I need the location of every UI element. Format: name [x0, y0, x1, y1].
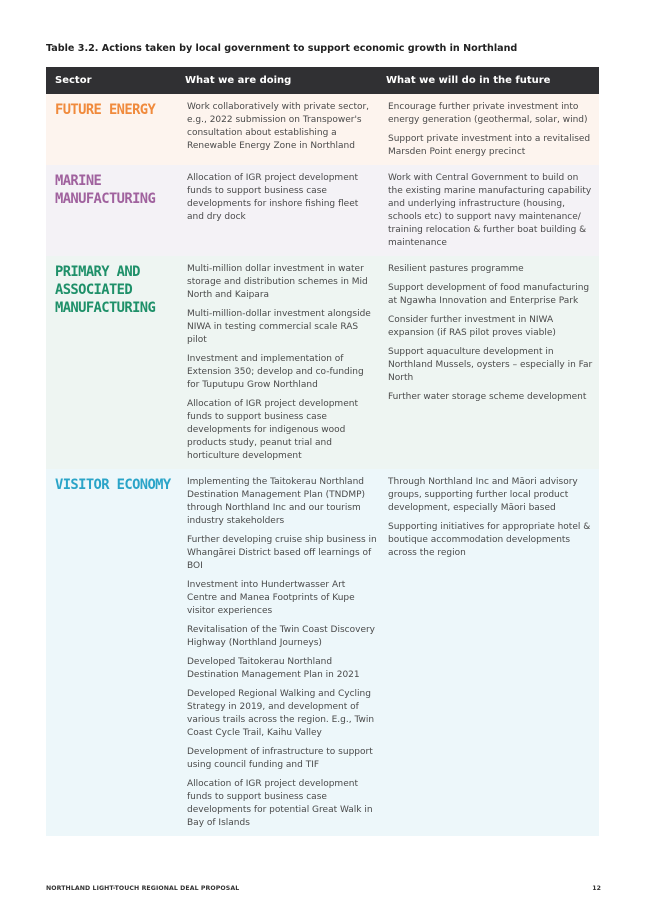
- header-future: What we will do in the future: [386, 75, 551, 86]
- table-row: [46, 469, 599, 836]
- doing-cell: [176, 263, 386, 463]
- doing-item: Developed Regional Walking and Cycling Strategy in 2019, and development of various trails across the region. E.g., Twin Coast Cycle Trail, Kaihu Valley: [187, 689, 375, 738]
- doing-item: Implementing the Taitokerau Northland Destination Management Plan (TNDMP) through Northland Inc and our tourism industry stakeholders: [187, 477, 366, 526]
- doing-item: Multi-million-dollar investment alongside NIWA in testing commercial scale RAS pilot: [187, 309, 371, 345]
- page-footer: [46, 885, 601, 892]
- page-number: 12: [592, 885, 601, 892]
- header-sector: Sector: [55, 75, 92, 86]
- table-row: [46, 94, 599, 165]
- doing-item: Allocation of IGR project development funds to support business case developments for indigenous wood products study, peanut trial and horticulture development: [187, 399, 358, 461]
- sector-label: VISITOR ECONOMY: [55, 477, 171, 493]
- future-item: Support aquaculture development in Northland Mussels, oysters – especially in Far North: [388, 347, 593, 383]
- future-item: Support private investment into a revitalised Marsden Point energy precinct: [388, 134, 591, 157]
- doing-item: Work collaboratively with private sector, e.g., 2022 submission on Transpower's consultation about establishing a Renewable Energy Zone in Northland: [187, 102, 370, 151]
- sector-label: MARINE MANUFACTURING: [55, 173, 156, 207]
- table-row: [46, 256, 599, 469]
- future-item: Consider further investment in NIWA expansion (if RAS pilot proves viable): [388, 315, 556, 338]
- doing-cell: [176, 476, 386, 830]
- future-cell: [386, 172, 599, 250]
- table-caption: Table 3.2. Actions taken by local government to support economic growth in Northland: [46, 43, 518, 54]
- future-item: Work with Central Government to build on the existing marine manufacturing capability and underlying infrastructure (housing, schools etc) to support navy maintenance/ training relocation & further boat building & maintenance: [388, 173, 592, 248]
- doing-item: Investment into Hundertwasser Art Centre and Manea Footprints of Kupe visitor experiences: [187, 580, 355, 616]
- future-cell: [386, 476, 599, 830]
- table-body: [46, 94, 599, 836]
- future-cell: [386, 263, 599, 463]
- table-row: [46, 165, 599, 256]
- future-item: Encourage further private investment into energy generation (geothermal, solar, wind): [388, 102, 588, 125]
- future-item: Resilient pastures programme: [388, 264, 524, 274]
- doing-item: Allocation of IGR project development funds to support business case developments for inshore fishing fleet and dry dock: [187, 173, 359, 222]
- sector-label: PRIMARY AND ASSOCIATED MANUFACTURING: [55, 264, 156, 316]
- doing-cell: [176, 172, 386, 250]
- doing-item: Multi-million dollar investment in water storage and distribution schemes in Mid North and Kaipara: [187, 264, 368, 300]
- doing-item: Investment and implementation of Extension 350; develop and co-funding for Tuputupu Grow Northland: [187, 354, 364, 390]
- future-cell: [386, 101, 599, 159]
- future-item: Through Northland Inc and Māori advisory groups, supporting further local product development, especially Māori based: [388, 477, 578, 513]
- future-item: Support development of food manufacturing at Ngawha Innovation and Enterprise Park: [388, 283, 590, 306]
- table-header: [46, 67, 599, 94]
- footer-title: NORTHLAND LIGHT-TOUCH REGIONAL DEAL PROPOSAL: [46, 885, 240, 892]
- sector-label: FUTURE ENERGY: [55, 102, 156, 118]
- future-item: Supporting initiatives for appropriate hotel & boutique accommodation developments across the region: [388, 522, 591, 558]
- doing-item: Further developing cruise ship business in Whangārei District based off learnings of BOI: [187, 535, 377, 571]
- doing-item: Developed Taitokerau Northland Destination Management Plan in 2021: [187, 657, 360, 680]
- header-doing: What we are doing: [185, 75, 292, 86]
- doing-item: Revitalisation of the Twin Coast Discovery Highway (Northland Journeys): [187, 625, 376, 648]
- future-item: Further water storage scheme development: [388, 392, 587, 402]
- doing-item: Development of infrastructure to support using council funding and TIF: [187, 747, 373, 770]
- actions-table: [46, 67, 599, 836]
- doing-item: Allocation of IGR project development funds to support business case developments for potential Great Walk in Bay of Islands: [187, 779, 373, 828]
- doing-cell: [176, 101, 386, 159]
